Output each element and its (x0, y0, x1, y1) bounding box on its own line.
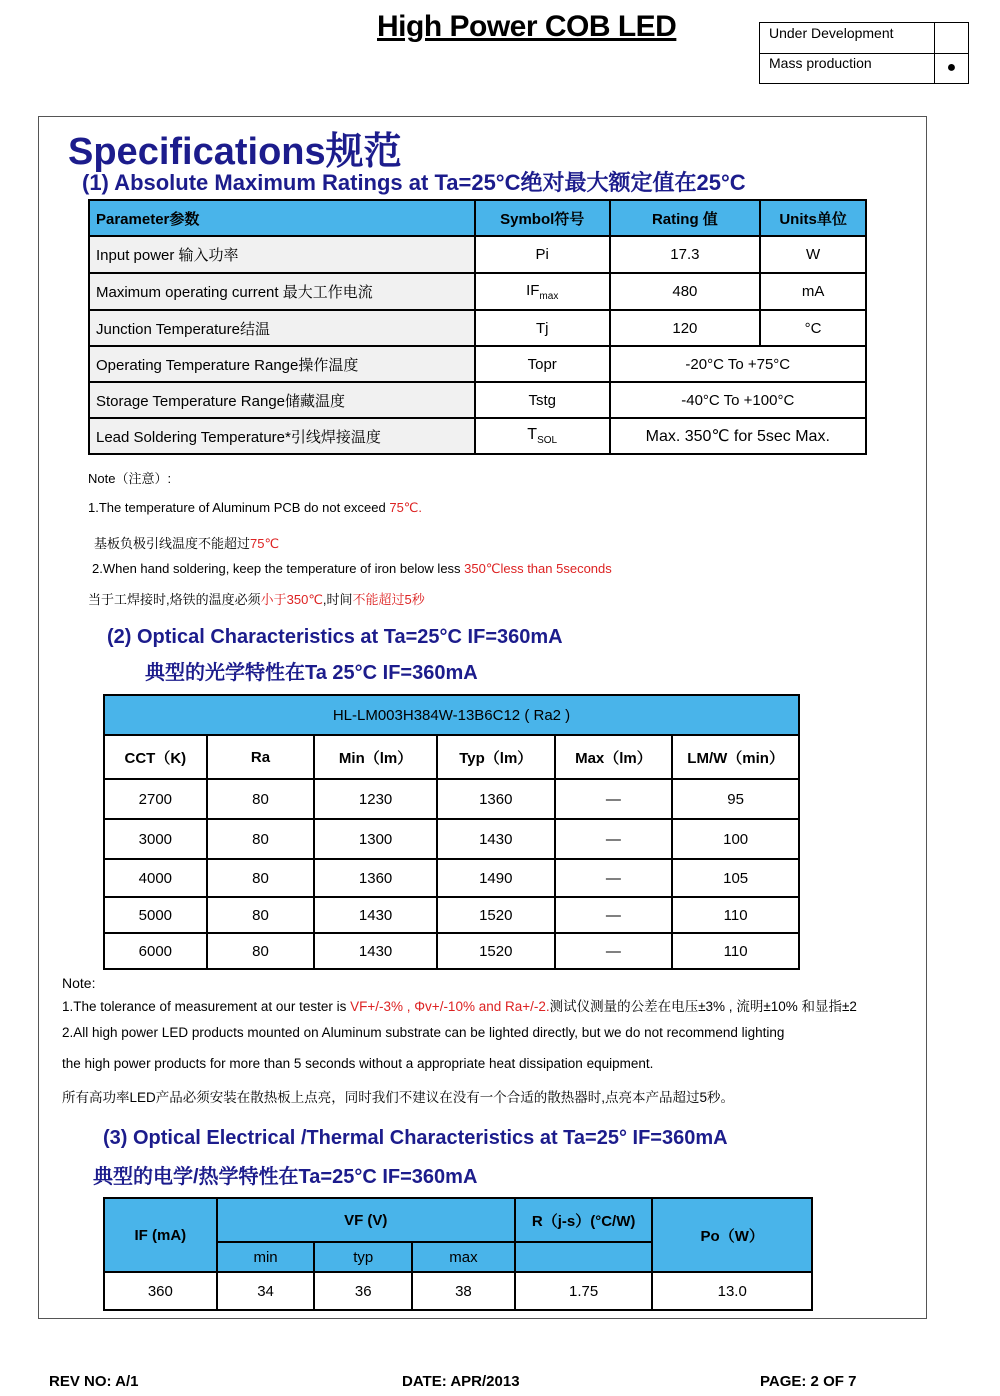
table-cell: 4000 (104, 859, 207, 897)
table-cell: 95 (672, 779, 799, 819)
table-cell: 1300 (314, 819, 437, 859)
section3-subtitle: 典型的电学/热学特性在Ta=25°C IF=360mA (93, 1166, 478, 1188)
table-header-row (89, 200, 866, 236)
table-row (104, 1272, 812, 1310)
subheader-cell (515, 1242, 653, 1272)
note-highlight: 不能超过5秒 (352, 592, 425, 607)
specifications-heading: Specifications规范 (68, 131, 402, 173)
note-text: 1.The tolerance of measurement at our tester is (62, 999, 351, 1014)
unit-cell: W (760, 236, 866, 273)
table-model-row (104, 695, 799, 735)
table-row (89, 418, 866, 454)
table-cell: 3000 (104, 819, 207, 859)
note-line (92, 561, 612, 577)
table-cell: 1230 (314, 779, 437, 819)
table-cell: — (555, 819, 673, 859)
absolute-ratings-table (88, 199, 867, 455)
section2-subtitle: 典型的光学特性在Ta 25°C IF=360mA (145, 662, 478, 684)
table-cell: 13.0 (652, 1272, 812, 1310)
table-row (104, 859, 799, 897)
table-cell: 110 (672, 897, 799, 933)
note-highlight: 75℃ (250, 536, 280, 551)
header-cell: LM/W（min） (672, 735, 799, 779)
rating-cell: -20°C To +75°C (610, 346, 866, 382)
table-header-row (104, 1198, 812, 1242)
note-text: 测试仪测量的公差在电压±3% , 流明±10% 和显指±2 (549, 999, 857, 1014)
symbol-subscript: max (539, 290, 559, 302)
note-text: 基板负极引线温度不能超过 (94, 536, 251, 551)
symbol-cell: Tstg (475, 382, 610, 418)
note-highlight: 350℃less than 5seconds (464, 561, 612, 576)
note-line: 所有高功率LED产品必须安装在散热板上点亮，同时我们不建议在没有一个合适的散热器时,点亮本产品超过5秒。 (62, 1090, 735, 1105)
note-line: the high power products for more than 5 seconds without a appropriate heat dissipation equipment. (62, 1056, 654, 1071)
rating-cell: Max. 350℃ for 5sec Max. (610, 418, 866, 454)
symbol-cell (475, 418, 610, 454)
status-label: Mass production (769, 55, 872, 71)
section2-title: (2) Optical Characteristics at Ta=25°C IF=360mA (107, 626, 563, 648)
status-row-mass-production (760, 53, 968, 83)
header-cell: Rating 值 (610, 200, 761, 236)
header-cell: Typ（lm） (437, 735, 555, 779)
table-row (89, 346, 866, 382)
table-cell: 110 (672, 933, 799, 969)
symbol-subscript: SOL (537, 435, 558, 447)
table-cell: 1.75 (515, 1272, 653, 1310)
symbol-cell (475, 273, 610, 310)
model-cell: HL-LM003H384W-13B6C12 ( Ra2 ) (104, 695, 799, 735)
table-cell: 1360 (437, 779, 555, 819)
unit-cell: mA (760, 273, 866, 310)
header-cell: IF (mA) (104, 1198, 217, 1272)
header-cell: Parameter参数 (89, 200, 475, 236)
table-cell: 1520 (437, 933, 555, 969)
header-cell: Max（lm） (555, 735, 673, 779)
table-cell: 80 (207, 859, 315, 897)
rating-cell: 480 (610, 273, 761, 310)
status-checkbox (934, 23, 968, 53)
table-cell: 6000 (104, 933, 207, 969)
unit-cell: °C (760, 310, 866, 346)
symbol-cell: Topr (475, 346, 610, 382)
subheader-cell: typ (314, 1242, 412, 1272)
note-text: ,时间 (322, 592, 353, 607)
table-cell: 1430 (437, 819, 555, 859)
document-date: DATE: APR/2013 (402, 1373, 520, 1390)
note-text: 2.When hand soldering, keep the temperature of iron below less (92, 561, 465, 576)
table-cell: 360 (104, 1272, 217, 1310)
param-cell: Storage Temperature Range储藏温度 (89, 382, 475, 418)
rating-cell: 120 (610, 310, 761, 346)
note-highlight: 小于350℃ (260, 592, 323, 607)
symbol-cell: Pi (475, 236, 610, 273)
subheader-cell: min (217, 1242, 315, 1272)
table-row (89, 310, 866, 346)
table-cell: 80 (207, 819, 315, 859)
table-cell: 5000 (104, 897, 207, 933)
note-line (88, 589, 425, 608)
header-cell: R（j-s）(°C/W) (515, 1198, 653, 1242)
table-row (89, 236, 866, 273)
header-cell: Min（lm） (314, 735, 437, 779)
param-cell: Input power 输入功率 (89, 236, 475, 273)
table-cell: — (555, 859, 673, 897)
document-title: High Power COB LED (377, 10, 677, 43)
table-cell: 38 (412, 1272, 515, 1310)
table-cell: — (555, 897, 673, 933)
note-text: 1.The temperature of Aluminum PCB do not exceed (88, 500, 390, 515)
table-cell: 2700 (104, 779, 207, 819)
table-cell: 1360 (314, 859, 437, 897)
table-cell: 105 (672, 859, 799, 897)
note-highlight: 75℃. (389, 500, 423, 515)
symbol-cell: Tj (475, 310, 610, 346)
table-cell: 1490 (437, 859, 555, 897)
table-cell: 80 (207, 933, 315, 969)
symbol-main: IF (526, 281, 540, 299)
status-row-under-development (760, 23, 968, 54)
header-cell: Symbol符号 (475, 200, 610, 236)
section1-title: (1) Absolute Maximum Ratings at Ta=25°C绝对最大额定值在25°C (82, 170, 746, 195)
note-label: Note（注意）: (88, 471, 172, 486)
table-row (104, 933, 799, 969)
note-line (62, 995, 857, 1015)
note-text: 当于工焊接时,烙铁的温度必须 (88, 592, 261, 607)
table-cell: 36 (314, 1272, 412, 1310)
electrical-thermal-table (103, 1197, 813, 1311)
table-row (104, 779, 799, 819)
revision-number: REV NO: A/1 (49, 1373, 139, 1390)
header-cell: Po（W） (652, 1198, 812, 1272)
page-number: PAGE: 2 OF 7 (760, 1373, 857, 1390)
table-cell: 80 (207, 779, 315, 819)
table-cell: 1430 (314, 933, 437, 969)
subheader-cell: max (412, 1242, 515, 1272)
table-header-row (104, 735, 799, 779)
table-row (104, 819, 799, 859)
note-highlight: VF+/-3% , Φv+/-10% and Ra+/-2. (350, 999, 550, 1014)
table-row (89, 273, 866, 310)
table-cell: 100 (672, 819, 799, 859)
header-cell: Ra (207, 735, 315, 779)
table-cell: 1430 (314, 897, 437, 933)
table-row (89, 382, 866, 418)
rating-cell: 17.3 (610, 236, 761, 273)
rating-cell: -40°C To +100°C (610, 382, 866, 418)
param-cell: Lead Soldering Temperature*引线焊接温度 (89, 418, 475, 454)
header-cell: CCT（K) (104, 735, 207, 779)
header-cell: Units单位 (760, 200, 866, 236)
status-box (759, 22, 969, 84)
status-label: Under Development (769, 25, 894, 41)
note-line: 2.All high power LED products mounted on Aluminum substrate can be lighted directly, but we do not recommend lighting (62, 1025, 785, 1040)
optical-characteristics-table (103, 694, 800, 970)
note-line (88, 500, 422, 516)
table-cell: 1520 (437, 897, 555, 933)
note-label: Note: (62, 975, 96, 991)
note-line (94, 533, 279, 552)
symbol-main: T (527, 425, 538, 443)
table-cell: 80 (207, 897, 315, 933)
param-cell: Operating Temperature Range操作温度 (89, 346, 475, 382)
table-row (104, 897, 799, 933)
table-cell: — (555, 779, 673, 819)
param-cell: Maximum operating current 最大工作电流 (89, 273, 475, 310)
table-cell: 34 (217, 1272, 315, 1310)
param-cell: Junction Temperature结温 (89, 310, 475, 346)
section3-title: (3) Optical Electrical /Thermal Characteristics at Ta=25° IF=360mA (103, 1127, 728, 1149)
status-checkbox: ● (934, 53, 968, 83)
table-cell: — (555, 933, 673, 969)
header-cell: VF (V) (217, 1198, 515, 1242)
